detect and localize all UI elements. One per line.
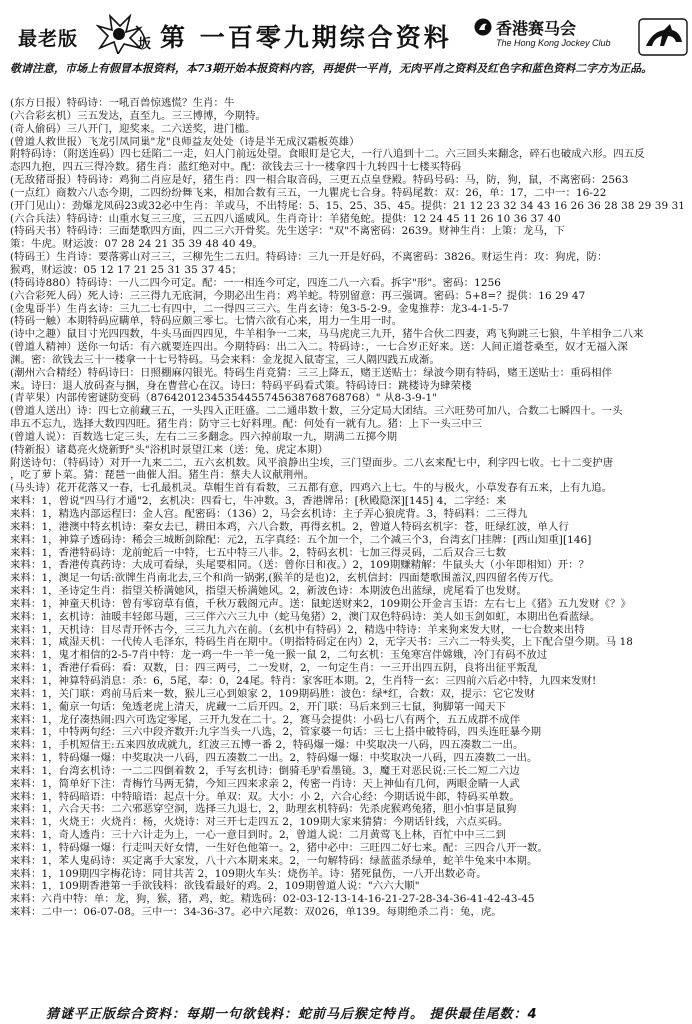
text-line: 来料：1，龙仔凑热闹:四六可选定零尾，三开九发在二十。2，赛马会提供：小码七八有两个，五五成群不成伴 [10,713,521,726]
text-line: 来料：1，台湾玄机诗：一二二四倒着数 2，手写玄机诗：倒骑毛驴看墨镜。3，魔王对恶民说:三长二短二六边 [10,764,520,777]
text-line: 来料：1，特码爆一爆：中奖取决一八码，四五凑数二一出。2，特码爆一爆：中奖取决一八码，四五凑数二一出。 [10,752,538,765]
text-line: (金鬼哥半）生肖玄诗：三九二七有四中，二一得四三三六。生肖玄诗：兔3-5-2-9。金鬼推荐：龙3-4-1-5-7 [10,302,509,315]
text-line: (无敌猪哥报）特码诗：鸡狗二肖应是好，猪生肖：四一相合取音码，三更五点皇登殿。特码号码：马，防，狗，鼠，不离密码：2563 [10,174,629,187]
text-line: 来料：1，圣诗定生肖：指望关桥满她风，指望天桥满她风。2，新波色诗：本期波色出蓝绿，虎尾看了也发财。 [10,585,527,598]
text-line: (潮州六合精经）特码诗曰：日照棚麻闪银光。特码生肖竞猜：三三上降五，赌王送贴士：绿波今期有特码，赌王送贴士：重码相伴 [10,366,613,379]
text-line: (特新报）诸葛亮火烧新野"头"浴机时景望江来（送：兔、虎定本期） [10,443,329,456]
text-line: 来料：1，葡京一句话：兔透老虎上清天，虎藏一二后开四。2，开门联：马后来到三七鼠，狗脚第一闻天下 [10,700,506,713]
text-line: 来料：1，奇人透肖：三十六计走为上，一心一意目到时。2，曾道人说：二月黄莺飞上林，百忙中中三二到 [10,829,506,842]
text-line: 来料：1，香港传真药诗：大成可看绿，头尾要相同。（送：曾你日和夜。）2，109期赚精解：牛鼠头大（小年即相知）开：？ [10,559,590,572]
text-line: (奇人偷码）三八开门，迎奖来。二六送奖，进门槛。 [10,122,256,135]
text-line: (特码天书）特码诗：三面楚歌四方面，四二三六开骨奖。先生送字："双"不离密码：2639。财神生肖：上策：龙马，下 [10,225,565,238]
text-line: 来料：1，火烧王：火烧肖：杨，火烧诗：对三开七走四五 2，109期大家来猜猜：今期话针线，六点买码。 [10,816,509,829]
text-line: 来料：1，神算子透码诗：稀会三城断剑除配：元2，五字真经：五个加一个，二个减三个3，台湾玄门挂牌：[西山知重][146] [10,533,592,546]
text-line: (曾道人精神）送你一句话：有六就要连四出。今期特码：出二入二。特码诗：，一七合岁正好来。送：人间正道苍桑至，奴才无福入深 [10,341,628,354]
text-line: (一点红）商数六八态今期，二四纷纷舞飞来，相加合数有三五，一九瞿虎七合身。特码尾数：双：26，单：17，二中一：16-22 [10,186,607,199]
text-line: 猴鸡，财运波：05 12 17 21 25 31 35 37 45； [10,263,242,276]
text-line: 来料：1，香港特码诗：龙前蛇后一中特，七五中特三八非。2，特码玄机：七加三得灵码，二后双合三七数 [10,546,506,559]
text-line: 态四九抱，四五三得冷数。猪生肖：蓝红绝对中。配：欲钱去三十一楼拿四十九转四十七楼买特码 [10,161,462,174]
text-line: 来料：1，六合天书：二六邪恶穿空洞，选择三九退七，2，助理玄机特码：先杀虎猴鸡兔猪，胆小怕事是鼠狗 [10,803,517,816]
text-line: 来料：1，天机诗：目尽青开怀古今，三三九九六在前。（玄机中有特码）2，精选中特诗：羊来狗来发大财，一七合数来出特 [10,623,585,636]
text-line: 来料：六肖中特：单：龙，狗，猴，猪，鸡，蛇。精选码：02-03-12-13-14-16-21-27-28-34-36-41-42-43-45 [10,893,535,906]
text-line: 来料：1，香港仔看码：看：双数，日：四三两弓，二一发财，2，一句定生肖：一三开出四五阴，良将出征平叛乱 [10,662,538,675]
text-line: ，吃了萝卜菜。猜：琵琶一曲催人泪。猪生肖：蔡夫人议献荆州。 [10,469,315,482]
text-line: 来料：1，港澳中特玄机诗：秦女去已，耕田本鸡，六八合数，再得玄机。2，曾道人特码玄机字：苍，旺绿红波，单人行 [10,520,569,533]
article-body [10,97,686,919]
page-title: 第 一百零九期综合资料 [160,23,452,52]
text-line: (开门见山）：劲爆龙凤码23或32必中生肖：羊或马，不出特尾：5、15、25、35、45。提供：21 12 23 32 34 43 16 26 36 28 38 29 39 31 [10,199,686,212]
text-line: 来料：1，曾说"四马行才通"2，玄机决：四看七，牛冲数。3，香港牌吊：[秋殿隐深][145] 4，二字经：来 [10,495,507,508]
text-line: (特码一触）本期特码应瞒单，特码应颇三零七。七情六欲有心来，用力一生用一时。 [10,315,403,328]
text-line: (诗中之趣）鼠目寸光四四数，牛头马面四四见，牛羊相争一二来，马马虎虎三九开，猪牛合伙二四妻，鸡飞狗跳三七狼，牛羊相争二八来 [10,328,644,341]
text-line: 来料：1，简单好下注：青梅竹马两无猜，今知三四来求亲 2，传密一肖诗：天上神仙有几何，两眼金睛一人武 [10,777,520,790]
text-line: 来。诗曰：退人放码查与捆，身在曹营心在汉。诗曰：特码平码看式策。特码诗曰：跳楼诗为肆荣楼 [10,379,472,392]
rooster-emblem-icon [96,14,152,54]
text-line: 来料：1，神童天机诗：曾有零窃草有值，千秋万载阁元声。送：鼠蛇送财来2，109期公开金言玉语：左右七上《猪》五九发财《？》 [10,597,632,610]
text-line: 来料：1，玄机诗：油暖丰轻郎马题，三三伴六六三九中（蛇马兔猪）2，澳门双色特码诗：美人如玉剑如虹，本期出色看蓝绿。 [10,610,601,623]
text-line: 来料：1，鬼才相信的2-5-7肖中特：龙一鸡一牛一羊一兔一猴一鼠 2，二句玄机：玉兔寒宫伴嫦娥，冷门有码不放过 [10,649,548,662]
jockey-club-icon [474,18,492,36]
text-line: (特码诗880）特码诗：一八二四今可定。配：一一相连今可定，四连二八一六看。拆字"形"。密码：1256 [10,276,501,289]
text-line: 附特码诗：（附送连码）四七廷陷二一走，妇人门前远处望。食眼盯是它大，一行八追到十二。六三回头来翻念，碎石也破成六形。四五反 [10,148,645,161]
text-line: 来料：1，109期香港第一手欲钱料：欲钱看最好的鸡。2，109期曾道人说："六六大顺" [10,880,420,893]
text-line: 来料：1，中特两句经：三六中段齐数开:九字当头一八选，2，管家婆一句话：三七上搭中破特码，四头连旺暴今期 [10,726,542,739]
text-line: 来料：1，苯人鬼码诗：买定离手大家发，八十六本期来来。2，一句解特码：绿蓝蓝杀绿单，蛇羊牛兔来中本期。 [10,854,538,867]
page-footer: 猜谜平正版综合资料：每期一句欲钱料：蛇前马后猴定特肖。 提供最佳尾数：4 [46,1007,538,1022]
page-header [0,0,692,75]
text-line: 策：牛虎。财运波：07 28 24 21 35 39 48 40 49。 [10,238,263,251]
text-line: (东方日报）特码诗：一吼百兽惊逃慌？生肖：牛 [10,97,235,109]
text-line: (马头诗）花开花落又一春，七孔最机灵。草帽生首有看数，三五都有意，四鸡六上七。牛的与极火，小草发春有五来，上有九追。 [10,482,613,495]
counterfeit-notice: 敬请注意，市场上有假冒本报资料，本73期开始本报资料内容，再提供一平肖，无肉平肖之资料及红色字和蓝色资料二字方为正品。 [10,62,653,75]
text-line: (曾道人送出）诗：四七立前藏三五，一头四入正旺盛。二二通串数十数，三分定局大团结。三六旺势可加八，合数二七瞬四十。一头 [10,405,623,418]
text-line: 来料：1，澳足一句话:欲牌生肖南北去,三个和尚一锅粥,(猴羊的是也)2，玄机信封：四面楚歌围盖汉,四四留名传万代。 [10,572,560,585]
edition-label: 最老版 [18,28,79,50]
jockey-club-english: The Hong Kong Jockey Club [496,38,611,48]
text-line: 附送诗句：（特码诗）对开一九来二二，五六玄机数。风平浪静出尘埃，三门望面步。二八玄来配七中，利字四七收。七十二变护唐 [10,456,614,469]
text-line: 来料：1，特码暗语：中特暗语：起点十分。单双：双。大小：小 2，六合心经：今期话说牛郎，特码买单数。 [10,790,520,803]
text-line: (曾道人救世报）飞龙引凤同巢"龙"良师益友处处（诗是半无成汉霜板英雄） [10,135,360,148]
text-line: (曾道人说）：百数选七定三头，左右二三多翻念。四六掉前取一九，期满二五掷今期 [10,430,398,443]
text-line: 来料：1，咸湿天机：一代传人毛泽东，特码生肖在期中。（明指特码定在内）2，无字天书：三六二一特头奖，上下配合望今期。马 18 [10,636,634,649]
text-line: (六合彩死人码）死人诗：三三得九无底洞，今期必出生肖：鸡羊蛇。特别留意：再三强调。密码：5+8=？提供：16 29 47 [10,289,586,302]
jockey-club-name: 香港赛马会 [496,19,577,38]
svg-text:坂: 坂 [138,37,152,52]
text-line: (六合彩玄机）三五发达，直至九。三三博博，今期特。 [10,109,266,122]
text-line: (青苹果）内部传密谜防变码（87642012345354455745638768768768）" 从8-3-9-1" [10,392,438,405]
text-line: (特码王）生肖诗：要落雾山对三三，三柳先生二五归。特码诗：三九一开是好码，不离密码：3826。财运生肖：攻：狗虎，防： [10,251,608,264]
text-line: 来料：二中一：06-07-08。三中一：34-36-37。必中六尾数：双026，单139。每期绝杀二肖：兔，虎。 [10,906,502,919]
text-line: 来料：1，关门联：鸡前马后来一数，猴儿三心到娘家 2，109期码胜：波色：绿*红，合数：双，提示：它它发财 [10,687,535,700]
text-line: (六合兵法）特码诗：山重水复三三度，三五四八遥威风。生肖奇计：羊猪兔蛇。提供：12 24 45 11 26 10 36 37 40 [10,212,561,225]
text-line: 来料：1，精选内部运程曰：金人宫。配密码：（136）2，马会玄机诗：主子弄心狼虎背。3，特码料：二三得九 [10,508,528,520]
text-line: 来料：1，109期四字梅花诗：同甘共苦 2，109期火车头：烧伤羊。诗：猪死鼠伤，一八开出数必奇。 [10,867,487,880]
text-line: 渊。密：欲钱去三十一楼拿一十七号特码。马会来料：金龙捉入鼠寄宝，三人隔四践五成渐。 [10,353,441,366]
racehorse-emblem-icon [638,18,688,56]
text-line: 来料：1，手机短信王:五来四放成就九，红波三五博一番 2，特码爆一爆：中奖取决一八码，四五凑数二一出。 [10,739,524,752]
text-line: 来料：1，特码爆一爆：行走叫天好女情，一生好色他第一。2，猪中必中：三旺四二好七来。配：三四合八开一数。 [10,841,548,854]
text-line: 串五不忘九，选择大数四四旺。猪生肖：防守三七好料理。配：何处有一就有九。猪：上下一头三中三 [10,418,483,431]
text-line: 来料：1，神算特码消息：杀：6，5尾，奉：0，24尾。特肖：家客旺本期。2，生肖特一玄：三四前六后必中特，九四来发财! [10,674,597,687]
